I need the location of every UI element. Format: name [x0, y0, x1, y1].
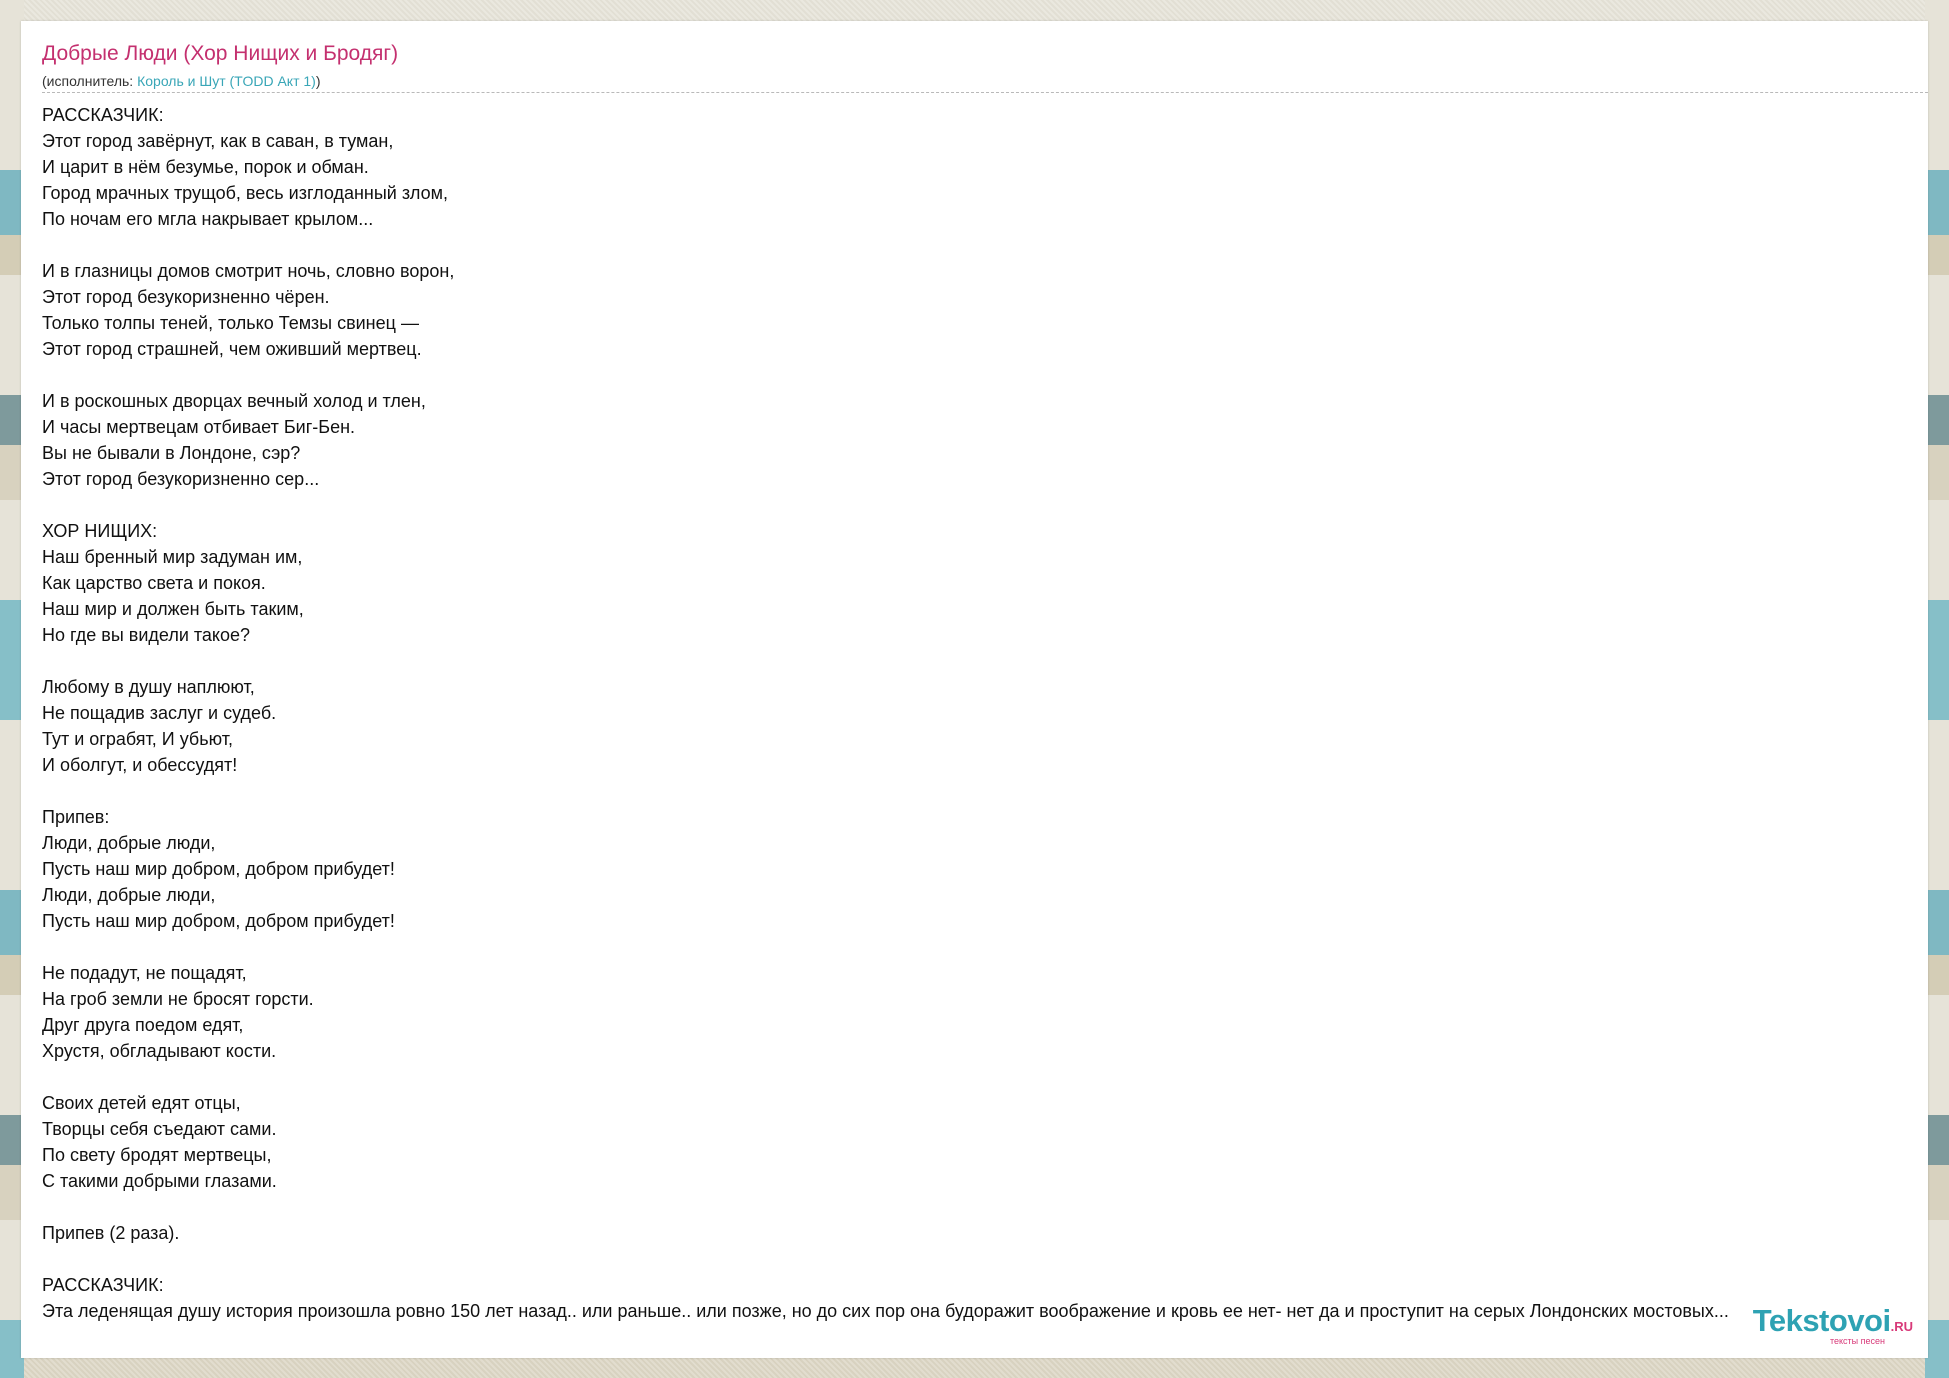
lyric-line: С такими добрыми глазами.: [42, 1171, 277, 1191]
lyric-line: И в глазницы домов смотрит ночь, словно ворон,: [42, 261, 455, 281]
lyric-line: Эта леденящая душу история произошла ровно 150 лет назад.. или раньше.. или позже, но до сих пор она будоражит воображение и кровь ее нет- нет да и проступит на серых Лондонских мостовых...: [42, 1301, 1729, 1321]
lyric-line: Этот город безукоризненно чёрен.: [42, 287, 330, 307]
lyric-line: Любому в душу наплюют,: [42, 677, 255, 697]
performer-line: [42, 73, 321, 89]
lyric-line: Только толпы теней, только Темзы свинец —: [42, 313, 419, 333]
lyric-line: РАССКАЗЧИК:: [42, 105, 164, 125]
lyric-line: Люди, добрые люди,: [42, 833, 216, 853]
lyric-line: [42, 362, 1928, 388]
lyrics-sheet: [21, 21, 1928, 1358]
lyric-line: Друг друга поедом едят,: [42, 1015, 244, 1035]
lyric-line: Вы не бывали в Лондоне, сэр?: [42, 443, 301, 463]
lyric-line: Хрустя, обгладывают кости.: [42, 1041, 277, 1061]
lyric-line: [42, 1064, 1928, 1090]
performer-suffix: ): [315, 73, 321, 89]
lyric-line: По свету бродят мертвецы,: [42, 1145, 272, 1165]
lyric-line: Припев:: [42, 807, 110, 827]
lyric-line: [42, 648, 1928, 674]
lyric-line: И царит в нём безумье, порок и обман.: [42, 157, 369, 177]
lyric-line: На гроб земли не бросят горсти.: [42, 989, 314, 1009]
lyric-line: [42, 1246, 1928, 1272]
lyric-line: Творцы себя съедают сами.: [42, 1119, 277, 1139]
lyric-line: [42, 232, 1928, 258]
lyric-line: Наш мир и должен быть таким,: [42, 599, 304, 619]
lyric-line: Своих детей едят отцы,: [42, 1093, 241, 1113]
lyric-line: [42, 778, 1928, 804]
lyric-line: Как царство света и покоя.: [42, 573, 266, 593]
song-title: Добрые Люди (Хор Нищих и Бродяг): [42, 42, 399, 65]
lyric-line: Наш бренный мир задуман им,: [42, 547, 303, 567]
lyric-line: [42, 934, 1928, 960]
lyric-line: Этот город страшней, чем оживший мертвец.: [42, 339, 422, 359]
lyrics-body: [42, 102, 1928, 1324]
lyric-line: Пусть наш мир добром, добром прибудет!: [42, 859, 395, 879]
lyric-line: И в роскошных дворцах вечный холод и тлен,: [42, 391, 426, 411]
lyric-line: Этот город безукоризненно сер...: [42, 469, 320, 489]
lyric-line: [42, 492, 1928, 518]
lyric-line: Не пощадив заслуг и судеб.: [42, 703, 277, 723]
lyric-line: И оболгут, и обессудят!: [42, 755, 238, 775]
lyric-line: Припев (2 раза).: [42, 1223, 180, 1243]
lyric-line: [42, 1194, 1928, 1220]
lyric-line: Люди, добрые люди,: [42, 885, 216, 905]
lyric-line: Но где вы видели такое?: [42, 625, 251, 645]
performer-link[interactable]: Король и Шут (TODD Акт 1): [137, 73, 316, 89]
title-divider: [42, 92, 1928, 93]
right-background-stripes: [1925, 0, 1949, 1378]
lyric-line: Не подадут, не пощадят,: [42, 963, 247, 983]
lyric-line: Тут и ограбят, И убьют,: [42, 729, 233, 749]
lyric-line: По ночам его мгла накрывает крылом...: [42, 209, 374, 229]
lyric-line: И часы мертвецам отбивает Биг-Бен.: [42, 417, 356, 437]
logo-tld: .RU: [1890, 1319, 1913, 1334]
logo-tagline: тексты песен: [1829, 1336, 1885, 1346]
logo-name: Tekstovoi: [1752, 1303, 1891, 1338]
lyric-line: Город мрачных трущоб, весь изглоданный злом,: [42, 183, 449, 203]
performer-prefix: (исполнитель:: [42, 73, 138, 89]
lyric-line: Пусть наш мир добром, добром прибудет!: [42, 911, 395, 931]
lyric-line: Этот город завёрнут, как в саван, в туман,: [42, 131, 394, 151]
site-logo[interactable]: [1753, 1305, 1913, 1346]
lyric-line: ХОР НИЩИХ:: [42, 521, 158, 541]
lyric-line: РАССКАЗЧИК:: [42, 1275, 164, 1295]
